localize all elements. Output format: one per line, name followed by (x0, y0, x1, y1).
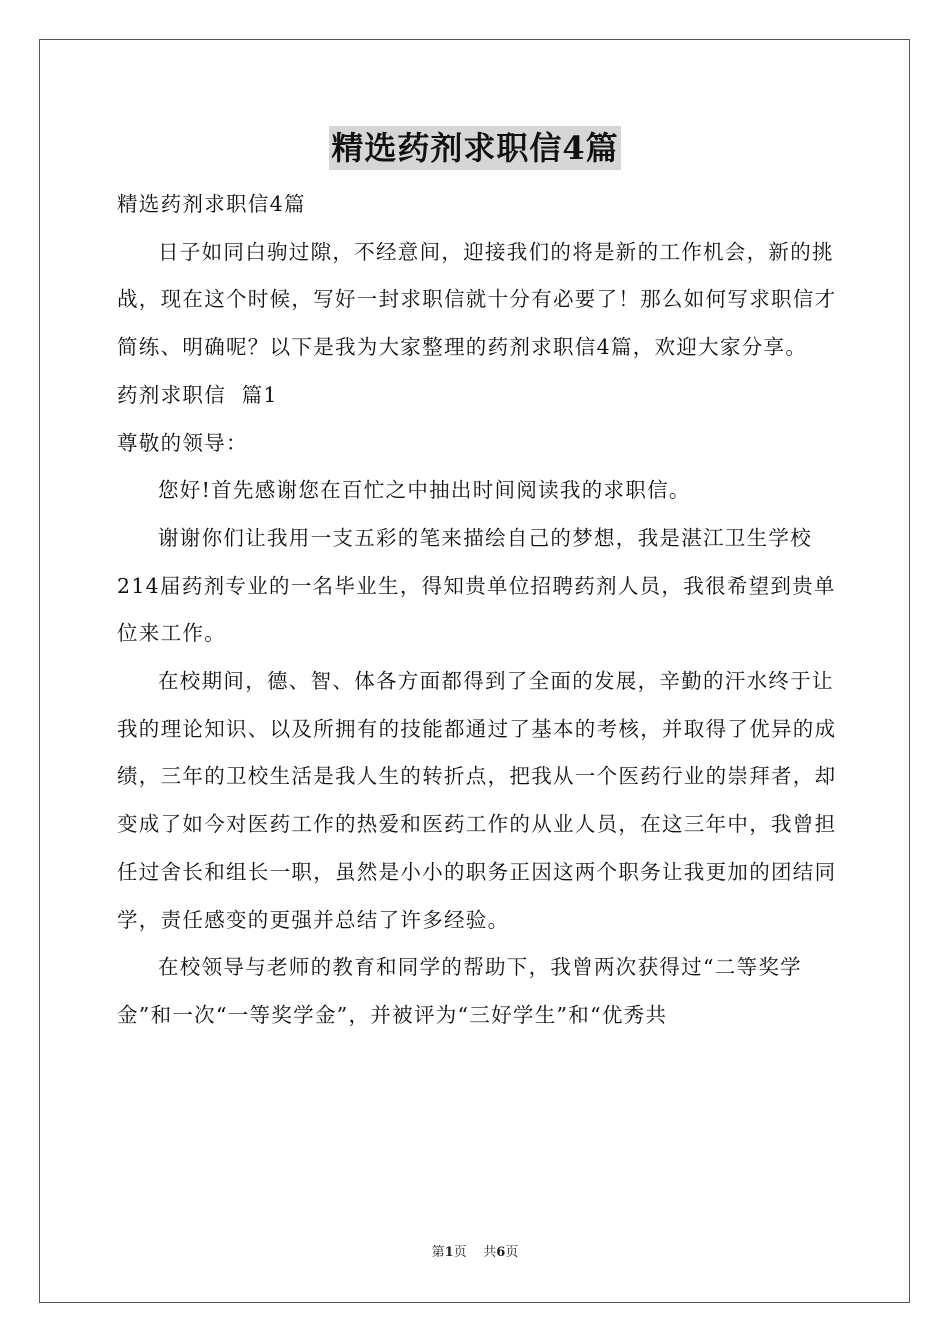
document-title: 精选药剂求职信4篇 (329, 126, 620, 170)
current-page-number: 1 (444, 1245, 454, 1260)
page-footer (0, 1244, 950, 1262)
page-unit: 页 (453, 1245, 467, 1260)
paragraph: 在校期间，德、智、体各方面都得到了全面的发展，辛勤的汗水终于让我的理论知识、以及所拥有的技能都通过了基本的考核，并取得了优异的成绩，三年的卫校生活是我人生的转折点，把我从一个医药行业的崇拜者，却变成了如今对医药工作的热爱和医药工作的从业人员，在这三年中，我曾担任过舍长和组长一职，虽然是小小的职务正因这两个职务让我更加的团结同学，责任感变的更强并总结了许多经验。 (117, 669, 837, 932)
paragraph: 日子如同白驹过隙，不经意间，迎接我们的将是新的工作机会，新的挑战，现在这个时候，写好一封求职信就十分有必要了！那么如何写求职信才简练、明确呢？以下是我为大家整理的药剂求职信4篇，欢迎大家分享。 (117, 239, 837, 360)
total-unit: 页 (505, 1245, 519, 1260)
paragraph: 精选药剂求职信4篇 (117, 192, 306, 216)
total-prefix: 共 (483, 1245, 497, 1260)
paragraph: 您好!首先感谢您在百忙之中抽出时间阅读我的求职信。 (158, 478, 691, 503)
salutation: 尊敬的领导： (117, 430, 248, 455)
paragraph: 谢谢你们让我用一支五彩的笔来描绘自己的梦想，我是湛江卫生学校214届药剂专业的一名毕业生，得知贵单位招聘药剂人员，我很希望到贵单位来工作。 (117, 525, 836, 646)
section-heading: 药剂求职信 篇1 (117, 382, 278, 407)
total-page-count: 6 (496, 1245, 506, 1260)
document-body (117, 181, 842, 1040)
page-prefix: 第 (431, 1245, 445, 1260)
paragraph: 在校领导与老师的教育和同学的帮助下，我曾两次获得过“二等奖学金”和一次“一等奖学金”，并被评为“三好学生”和“优秀共 (117, 955, 802, 1027)
title-container (0, 126, 950, 170)
